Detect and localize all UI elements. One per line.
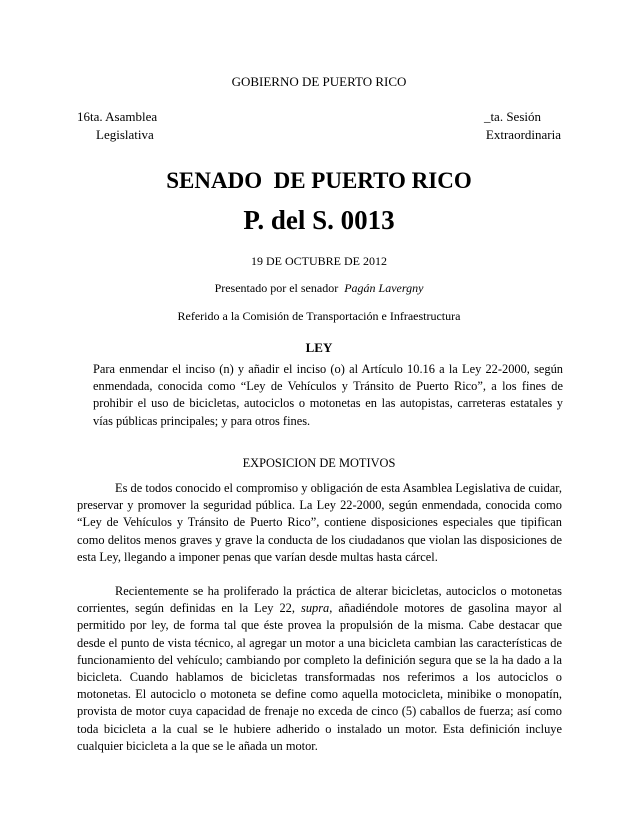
ley-heading: LEY bbox=[305, 340, 333, 355]
paragraph-2-part-a: Recientemente se ha proliferado la práctica de alterar bicicletas, autociclos o motonetas corrientes, según definidas en la Ley 22, bbox=[77, 584, 562, 616]
assembly-line-2: Legislativa bbox=[96, 127, 154, 142]
assembly-line-1: 16ta. Asamblea bbox=[77, 109, 158, 124]
session-line-2: Extraordinaria bbox=[485, 127, 561, 142]
supra-term: supra bbox=[301, 601, 330, 616]
motives-paragraph-2 bbox=[77, 583, 562, 755]
bill-summary: Para enmendar el inciso (n) y añadir el inciso (o) al Artículo 10.16 a la Ley 22-2000, según enmendada, conocida como “Ley de Vehículos y Tránsito de Puerto Rico”, a los fines de prohibir el uso de bicicletas, autociclos o motonetas en las autopistas, carreteras estatales y vías públicas principales; y para otros fines. bbox=[93, 362, 563, 428]
referred-to: Referido a la Comisión de Transportación e Infraestructura bbox=[177, 309, 461, 323]
assembly-label bbox=[77, 108, 157, 144]
session-label bbox=[484, 108, 561, 144]
paragraph-2-part-b: , añadiéndole motores de gasolina mayor al permitido por ley, de forma tal que éste provea la propulsión de la misma. Cabe destacar que desde el punto de vista técnico, al agregar un motor a una bicicleta cambian las características de funcionamiento del vehículo; cambiando por completo la definición segura que se la ha dado a la bicicleta. Cuando hablamos de bicicletas transformadas nos referimos a los autociclos o motonetas. El autociclo o motoneta se define como aquella motocicleta, minibike o monopatín, provista de motor cuya capacidad de frenaje no exceda de cinco (5) caballos de fuerza; así como toda bicicleta a la cual se le hubiere adherido o instalado un motor. Esta definición incluye cualquier bicicleta a la que se le añada un motor. bbox=[77, 601, 562, 753]
senator-name: Pagán Lavergny bbox=[344, 281, 424, 295]
senate-title: SENADO DE PUERTO RICO bbox=[166, 168, 472, 193]
presented-prefix: Presentado por el senador bbox=[214, 281, 339, 295]
government-heading: GOBIERNO DE PUERTO RICO bbox=[231, 74, 407, 89]
bill-number: P. del S. 0013 bbox=[243, 205, 395, 235]
motives-paragraph-1: Es de todos conocido el compromiso y obligación de esta Asamblea Legislativa de cuidar, preservar y promover la seguridad pública. La Ley 22-2000, según enmendada, conocida como “Ley de Vehículos y Tránsito de Puerto Rico”, contiene disposiciones especiales que tipifican como delitos menos graves y grave la conducta de los ciudadanos que violan las disposiciones de esta Ley, llegando a imponer penas que varían desde multas hasta cárcel. bbox=[77, 481, 562, 564]
session-line-1: _ta. Sesión bbox=[483, 109, 541, 124]
motives-heading: EXPOSICION DE MOTIVOS bbox=[242, 456, 396, 470]
motives-body bbox=[77, 480, 562, 772]
presented-by bbox=[0, 281, 638, 296]
bill-date: 19 DE OCTUBRE DE 2012 bbox=[251, 254, 387, 268]
